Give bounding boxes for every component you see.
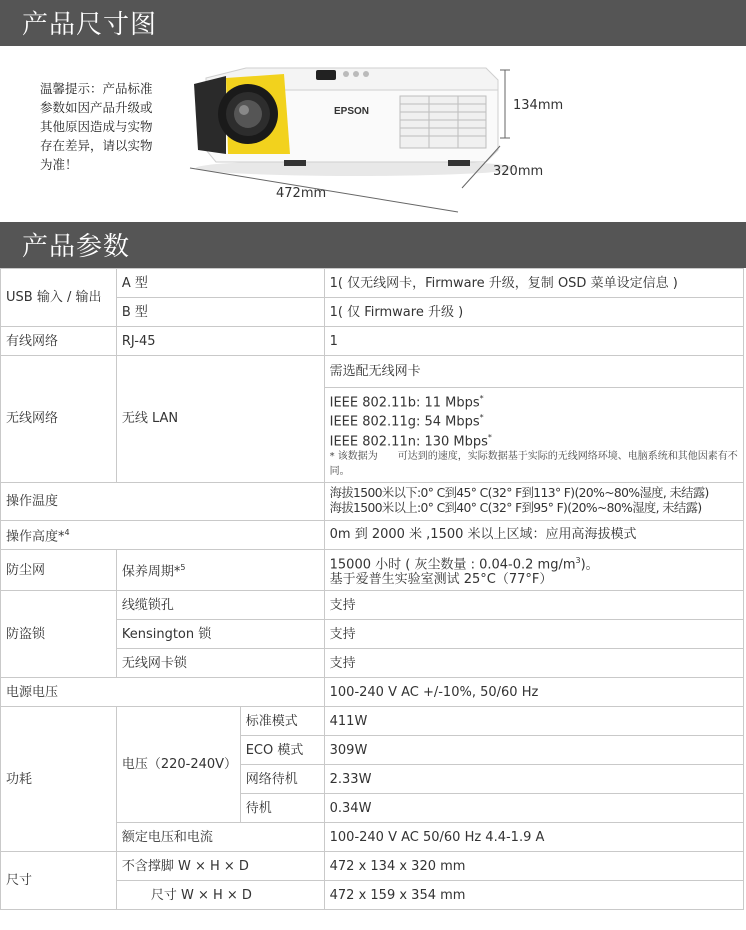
power-voltage-value: 100-240 V AC +/-10%, 50/60 Hz — [324, 678, 743, 707]
size-full-label: 尺寸 W × H × D — [116, 881, 324, 910]
wireless-details — [324, 388, 743, 483]
width-dimension: 472mm — [276, 186, 327, 201]
wireless-value-top: 需选配无线网卡 — [324, 356, 743, 388]
usb-label: USB 输入 / 输出 — [1, 269, 117, 327]
power-voltage-label: 电源电压 — [1, 678, 325, 707]
mode-network-standby-label: 网络待机 — [240, 765, 324, 794]
temp-line-1: 海拔1500米以下:0° C到45° C(32° F到113° F)(20%~80%湿度, 未结露) — [329, 486, 709, 501]
dust-label: 防尘网 — [1, 549, 117, 590]
spec-table — [0, 268, 744, 910]
spec-section-title: 产品参数 — [22, 232, 131, 262]
table-row — [1, 678, 744, 707]
wireless-line: IEEE 802.11g: 54 Mbps* — [329, 413, 484, 430]
wired-value: 1 — [324, 327, 743, 356]
spec-section-header — [0, 222, 746, 268]
altitude-label: 操作高度*$^4$ — [1, 520, 325, 549]
table-row — [1, 852, 744, 881]
lock-cable-value: 支持 — [324, 591, 743, 620]
mode-eco-label: ECO 模式 — [240, 736, 324, 765]
consumption-voltage-label: 电压（220-240V） — [116, 707, 240, 823]
wireless-line: IEEE 802.11n: 130 Mbps* — [329, 432, 492, 449]
height-dimension: 134mm — [513, 98, 564, 113]
altitude-value: 0m 到 2000 米 ,1500 米以上区域：应用高海拔模式 — [324, 520, 743, 549]
lock-label: 防盗锁 — [1, 591, 117, 678]
wireless-line: IEEE 802.11b: 11 Mbps* — [329, 394, 484, 411]
mode-standard-value: 411W — [324, 707, 743, 736]
dust-line-1: 15000 小时 ( 灰尘数量 : 0.04-0.2 $mg/m^3$)。 — [329, 555, 599, 573]
rated-label: 额定电压和电流 — [116, 823, 324, 852]
lock-cable-label: 线缆锁孔 — [116, 591, 324, 620]
wireless-note: * 该数据为 可达到的速度，实际数据基于实际的无线网络环境、电脑系统和其他因素有不同。 — [329, 450, 738, 477]
wireless-label: 无线网络 — [1, 356, 117, 483]
table-row — [1, 591, 744, 620]
usb-type-b-value: 1( 仅 Firmware 升级 ) — [324, 298, 743, 327]
size-no-feet-value: 472 x 134 x 320 mm — [324, 852, 743, 881]
temp-line-2: 海拔1500米以上:0° C到40° C(32° F到95° F)(20%~80%湿度, 未结露) — [329, 501, 702, 516]
dimension-section-title: 产品尺寸图 — [22, 10, 158, 40]
temp-label: 操作温度 — [1, 482, 325, 520]
temp-value — [324, 482, 743, 520]
size-no-feet-label: 不含撑脚 W × H × D — [116, 852, 324, 881]
mode-standby-label: 待机 — [240, 794, 324, 823]
usb-type-a-label: A 型 — [116, 269, 324, 298]
rated-value: 100-240 V AC 50/60 Hz 4.4-1.9 A — [324, 823, 743, 852]
mode-eco-value: 309W — [324, 736, 743, 765]
consumption-label: 功耗 — [1, 707, 117, 852]
size-label: 尺寸 — [1, 852, 117, 910]
table-row — [1, 482, 744, 520]
mode-network-standby-value: 2.33W — [324, 765, 743, 794]
brand-logo: EPSON — [334, 106, 370, 117]
mode-standard-label: 标准模式 — [240, 707, 324, 736]
dust-line-2: 基于爱普生实验室测试 25°C（77°F） — [329, 572, 553, 588]
table-row — [1, 356, 744, 388]
lock-wlan-value: 支持 — [324, 649, 743, 678]
depth-dimension: 320mm — [493, 164, 544, 179]
table-row — [1, 549, 744, 590]
dust-sub-label: 保养周期*$^5$ — [116, 549, 324, 590]
lock-wlan-label: 无线网卡锁 — [116, 649, 324, 678]
mode-standby-value: 0.34W — [324, 794, 743, 823]
wireless-sub-label: 无线 LAN — [116, 356, 324, 483]
usb-type-a-value: 1( 仅无线网卡，Firmware 升级，复制 OSD 菜单设定信息 ) — [324, 269, 743, 298]
wired-sub-label: RJ-45 — [116, 327, 324, 356]
notice-text: 温馨提示：产品标准参数如因产品升级或其他原因造成与实物存在差异，请以实物为准！ — [40, 81, 153, 172]
size-full-value: 472 x 159 x 354 mm — [324, 881, 743, 910]
wired-label: 有线网络 — [1, 327, 117, 356]
table-row — [1, 269, 744, 298]
dust-value — [324, 549, 743, 590]
table-row — [1, 327, 744, 356]
lock-kensington-value: 支持 — [324, 620, 743, 649]
usb-type-b-label: B 型 — [116, 298, 324, 327]
table-row — [1, 707, 744, 736]
dimension-lines — [0, 0, 746, 222]
lock-kensington-label: Kensington 锁 — [116, 620, 324, 649]
table-row — [1, 520, 744, 549]
